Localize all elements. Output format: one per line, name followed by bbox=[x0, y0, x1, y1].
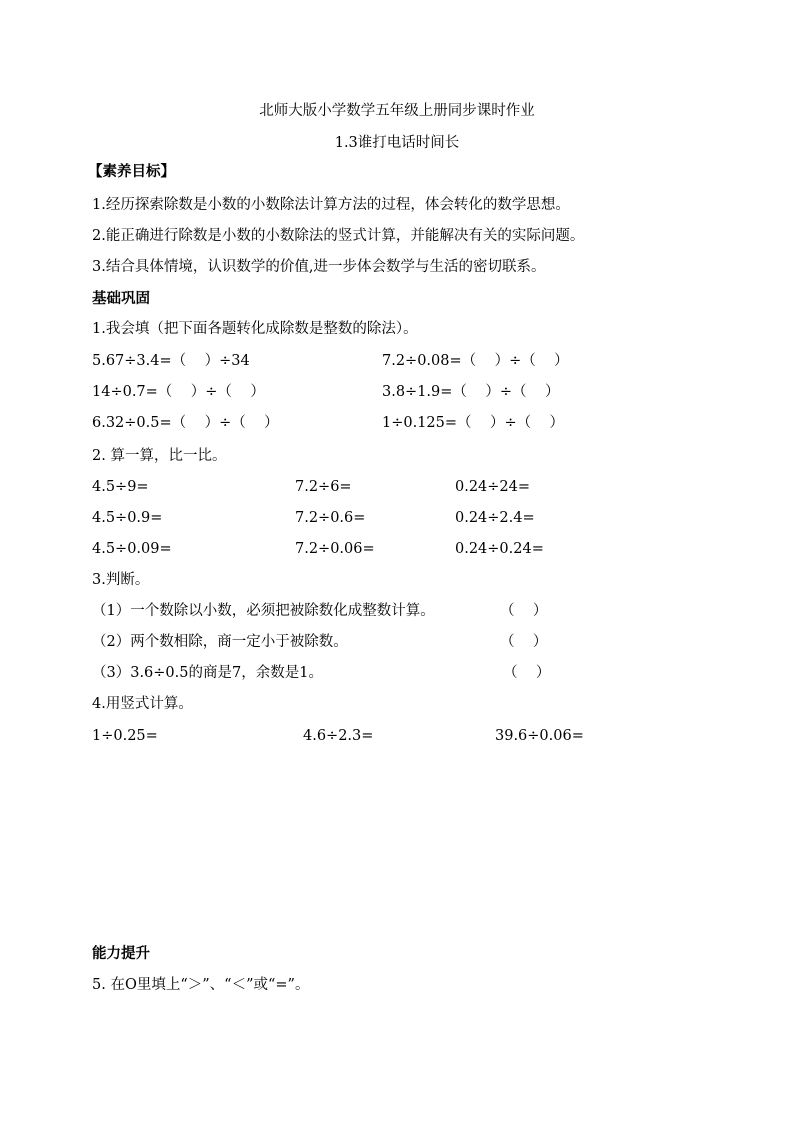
fill-blank-item: 5.67÷3.4=（ ）÷34 bbox=[92, 353, 250, 369]
goals-heading: 【素养目标】 bbox=[88, 164, 175, 180]
goal-item: 1.经历探索除数是小数的小数除法计算方法的过程，体会转化的数学思想。 bbox=[92, 197, 570, 213]
fill-blank-item: 7.2÷0.08=（ ）÷（ ） bbox=[382, 353, 569, 369]
calc-item: 4.5÷0.09= bbox=[92, 541, 172, 557]
judge-answer-blank: （ ） bbox=[500, 634, 548, 650]
question-4-prompt: 4.用竖式计算。 bbox=[92, 696, 193, 712]
question-5-prompt: 5. 在O里填上“＞”、“＜”或“=”。 bbox=[92, 977, 310, 993]
advanced-heading: 能力提升 bbox=[92, 946, 150, 962]
calc-item: 0.24÷2.4= bbox=[455, 510, 535, 526]
vertical-calc-item: 39.6÷0.06= bbox=[495, 728, 584, 744]
judge-item: （1）一个数除以小数，必须把被除数化成整数计算。 bbox=[92, 603, 435, 619]
fill-blank-item: 6.32÷0.5=（ ）÷（ ） bbox=[92, 415, 279, 431]
fill-blank-item: 3.8÷1.9=（ ）÷（ ） bbox=[382, 384, 560, 400]
worksheet-title: 北师大版小学数学五年级上册同步课时作业 bbox=[259, 103, 535, 119]
calc-item: 4.5÷0.9= bbox=[92, 510, 163, 526]
fill-blank-item: 14÷0.7=（ ）÷（ ） bbox=[92, 384, 265, 400]
judge-item: （3）3.6÷0.5的商是7，余数是1。 bbox=[92, 665, 323, 681]
calc-item: 7.2÷6= bbox=[295, 479, 352, 495]
calc-item: 7.2÷0.06= bbox=[295, 541, 375, 557]
calc-item: 0.24÷0.24= bbox=[455, 541, 544, 557]
calc-item: 4.5÷9= bbox=[92, 479, 149, 495]
calc-item: 0.24÷24= bbox=[455, 479, 531, 495]
vertical-calc-item: 1÷0.25= bbox=[92, 728, 158, 744]
question-2-prompt: 2. 算一算，比一比。 bbox=[92, 448, 227, 464]
goal-item: 2.能正确进行除数是小数的小数除法的竖式计算，并能解决有关的实际问题。 bbox=[92, 228, 585, 244]
judge-item: （2）两个数相除，商一定小于被除数。 bbox=[92, 634, 348, 650]
calc-item: 7.2÷0.6= bbox=[295, 510, 366, 526]
question-3-prompt: 3.判断。 bbox=[92, 572, 150, 588]
vertical-calc-item: 4.6÷2.3= bbox=[303, 728, 374, 744]
goal-item: 3.结合具体情境，认识数学的价值,进一步体会数学与生活的密切联系。 bbox=[92, 259, 546, 275]
judge-answer-blank: （ ） bbox=[503, 665, 551, 681]
basics-heading: 基础巩固 bbox=[92, 291, 150, 307]
judge-answer-blank: （ ） bbox=[500, 603, 548, 619]
question-1-prompt: 1.我会填（把下面各题转化成除数是整数的除法）。 bbox=[92, 321, 418, 337]
fill-blank-item: 1÷0.125=（ ）÷（ ） bbox=[382, 415, 565, 431]
lesson-subtitle: 1.3谁打电话时间长 bbox=[334, 135, 460, 151]
